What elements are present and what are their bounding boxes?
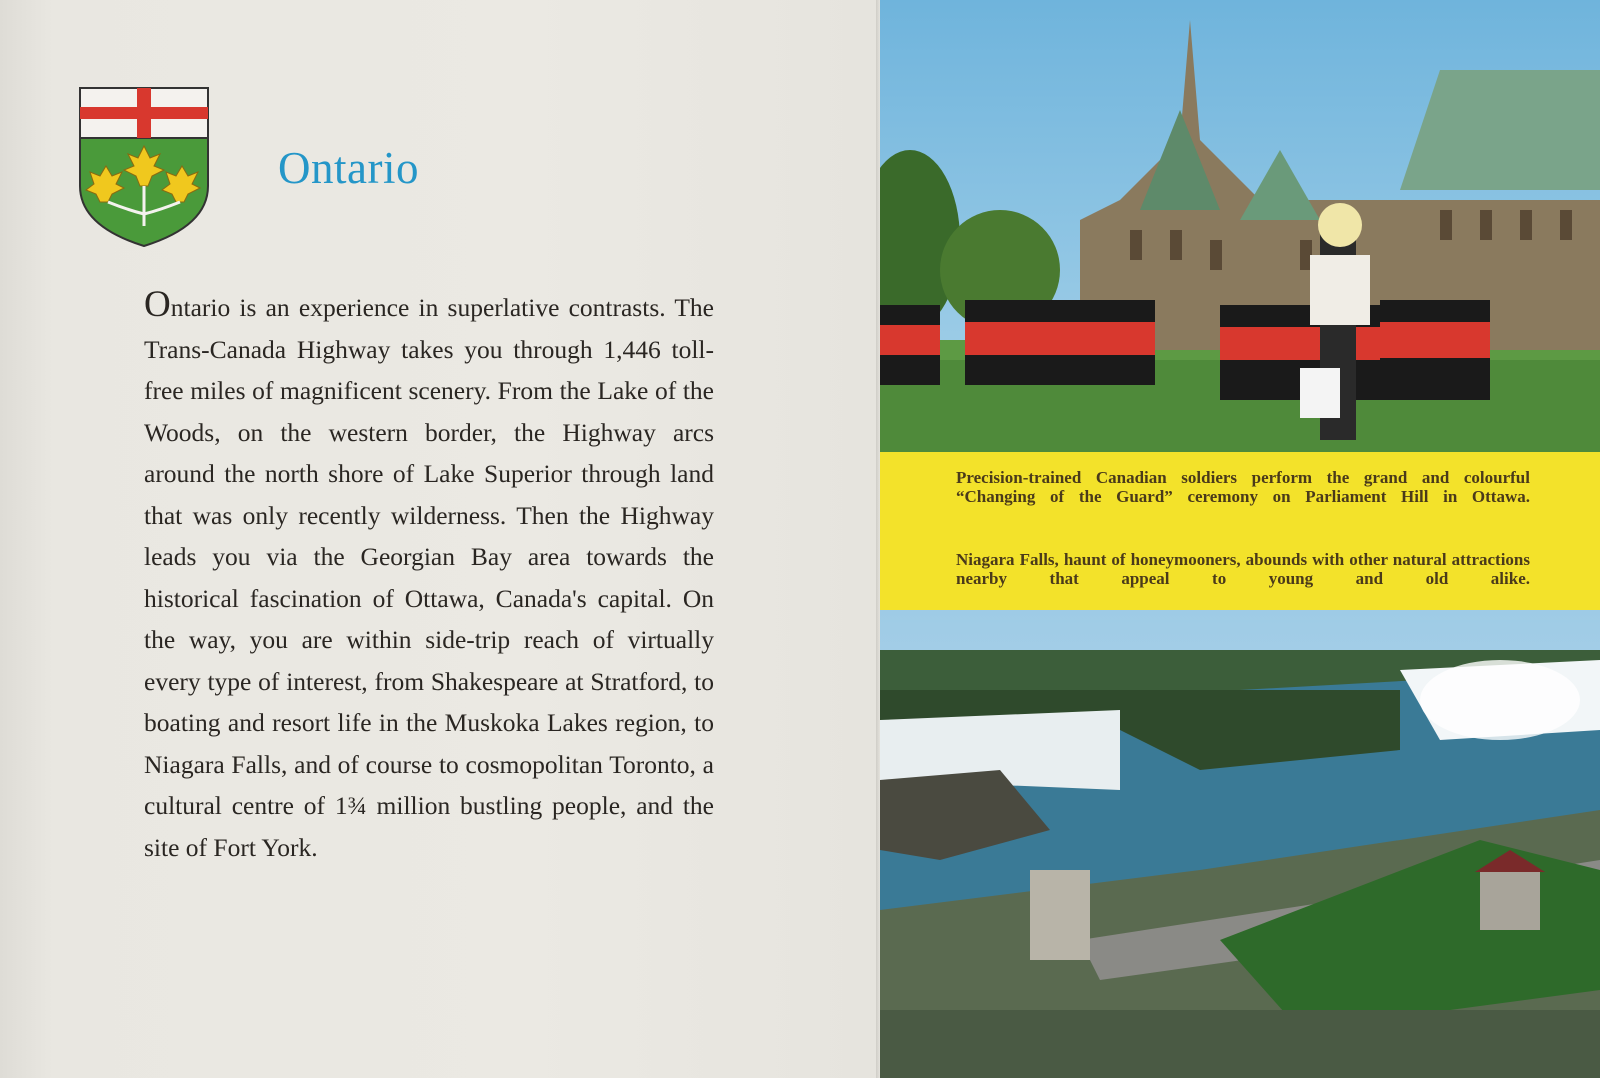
niagara-falls-photo	[880, 610, 1600, 1078]
caption-niagara: Niagara Falls, haunt of honeymooners, abounds with other natural attractions nearby that appeal to young and old alike.	[956, 550, 1530, 588]
right-page	[880, 0, 1600, 1078]
ontario-coat-of-arms-icon	[78, 86, 210, 248]
caption-parliament: Precision-trained Canadian soldiers perform the grand and colourful “Changing of the Guard” ceremony on Parliament Hill in Ottawa.	[956, 468, 1530, 506]
parliament-hill-photo	[880, 0, 1600, 452]
caption-band	[880, 452, 1600, 610]
body-text: ntario is an experience in superlative contrasts. The Trans-Canada Highway takes you through 1,446 toll-free miles of magnificent scenery. From the Lake of the Woods, on the western border, the Highway arcs around the north shore of Lake Superior through land that was only recently wilderness. Then the Highway leads you via the Georgian Bay area towards the historical fascination of Ottawa, Canada's capital. On the way, you are within side-trip reach of virtually every type of interest, from Shakespeare at Stratford, to boating and resort life in the Muskoka Lakes region, to Niagara Falls, and of course to cosmopolitan Toronto, a cultural centre of 1¾ million bustling people, and the site of Fort York.	[144, 293, 714, 862]
drop-cap: O	[144, 284, 171, 325]
page-title: Ontario	[278, 143, 419, 193]
body-paragraph	[144, 284, 714, 868]
